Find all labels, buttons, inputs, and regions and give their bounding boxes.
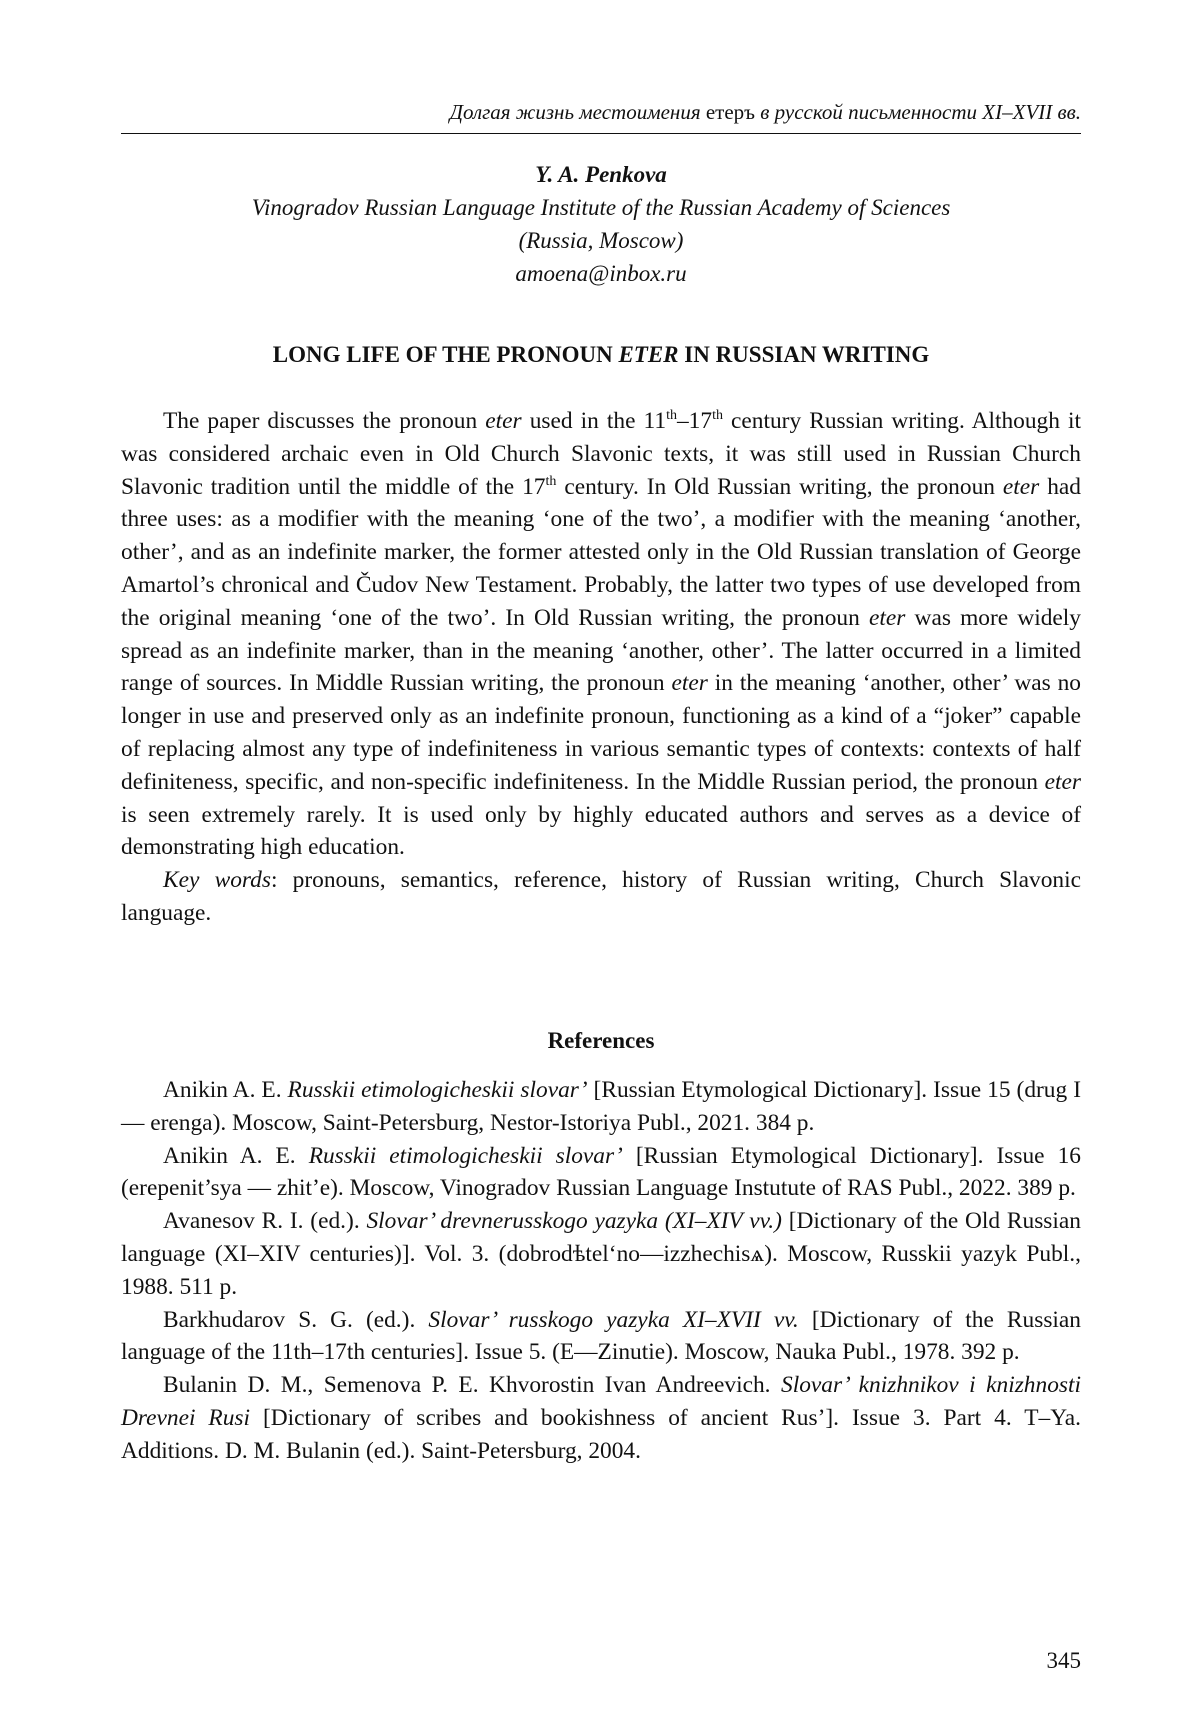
abstract-text: used in the 11 — [529, 408, 667, 434]
running-head-word: етеръ — [705, 100, 756, 124]
references-heading: References — [547, 1028, 655, 1053]
author-email[interactable]: amoena@inbox.ru — [515, 261, 687, 286]
reference-item — [121, 1074, 1081, 1140]
reference-details: [Dictionary of scribes and bookishness of ancient Rus’]. Issue 3. Part 4. T–Ya. Additions. D. M. Bulanin (ed.). Saint-Petersburg, 2004. — [121, 1404, 1081, 1464]
reference-item — [121, 1304, 1081, 1370]
abstract-term: eter — [671, 670, 708, 697]
reference-details: [Dictionary of the Russian language of the 11th–17th centuries]. Issue 5. (E—Zinutie). Moscow, Nauka Publ., 1978. 392 p. — [121, 1306, 1081, 1366]
reference-title: Russkii etimologicheskii slovar’ — [308, 1142, 623, 1169]
keywords — [121, 864, 1081, 930]
superscript: th — [666, 408, 677, 424]
reference-details: [Russian Etymological Dictionary]. Issue 15 (drug I — erenga). Moscow, Saint-Petersburg, Nestor-Istoriya Publ., 2021. 384 p. — [121, 1077, 1081, 1136]
reference-title: Slovar’ drevnerusskogo yazyka (XI–XIV vv.) — [366, 1208, 782, 1235]
reference-author: Anikin A. E. — [163, 1142, 296, 1169]
abstract-paragraph — [121, 405, 1081, 864]
reference-author: Bulanin D. M., Semenova P. E. Khvorostin Ivan Andreevich. — [163, 1372, 771, 1399]
abstract — [121, 405, 1081, 930]
abstract-text: was more widely spread as an indefinite marker, than in the meaning ‘another, other’. The latter occurred in a limited range of sources. In Middle Russian writing, the pronoun — [121, 604, 1081, 697]
running-head — [450, 100, 1081, 125]
title-pre: LONG LIFE OF THE PRONOUN — [272, 342, 613, 367]
abstract-term: eter — [1044, 768, 1081, 795]
header-rule — [121, 133, 1081, 134]
abstract-text: in the meaning ‘another, other’ was no longer in use and preserved only as an indefinite pronoun, functioning as a kind of a “joker” capable of replacing almost any type of indefiniteness in various semantic types of contexts: contexts of half definiteness, specific, and non-specific indefiniteness. In the Middle Russian period, the pronoun — [121, 670, 1081, 795]
abstract-text: had three uses: as a modifier with the meaning ‘one of the two’, a modifier with the meaning ‘another, other’, and as an indefinite marker, the former attested only in the Old Russian translation of George Amartol’s chronical and Čudov New Testament. Probably, the latter two types of use developed from the original meaning ‘one of the two’. In Old Russian writing, the pronoun — [121, 473, 1081, 631]
reference-details: [Russian Etymological Dictionary]. Issue 16 (erepenit’sya — zhit’e). Moscow, Vinogradov Russian Language Instutute of RAS Publ., 2022. 389 p. — [121, 1142, 1081, 1202]
keywords-label: Key words — [163, 867, 271, 894]
title-post: IN RUSSIAN WRITING — [684, 342, 930, 367]
paper-title — [121, 342, 1081, 368]
abstract-text: century. In Old Russian writing, the pronoun — [564, 473, 995, 500]
reference-title: Russkii etimologicheskii slovar’ — [287, 1077, 588, 1103]
running-head-part3: в русской письменности XI–XVII вв. — [760, 100, 1081, 124]
reference-title: Slovar’ knizhnikov i knizhnosti Drevnei Rusi — [121, 1372, 1081, 1431]
superscript: th — [712, 408, 723, 424]
abstract-text: century Russian writing. Although it was considered archaic even in Old Church Slavonic texts, it was still used in Russian Church Slavonic tradition until the middle of the 17 — [121, 408, 1081, 500]
reference-item — [121, 1369, 1081, 1467]
reference-item — [121, 1140, 1081, 1206]
reference-details: [Dictionary of the Old Russian language (XI–XIV centuries)]. Vol. 3. (dobrodѣtel‘no—izzhechisѧ). Moscow, Russkii yazyk Publ., 1988. 511 p. — [121, 1208, 1081, 1300]
title-em: ETER — [618, 342, 679, 367]
author-block — [121, 158, 1081, 290]
reference-author: Anikin A. E. — [163, 1077, 282, 1103]
abstract-text: –17 — [676, 408, 713, 434]
superscript: th — [545, 473, 557, 489]
references-list — [121, 1074, 1081, 1468]
abstract-text: The paper discusses the pronoun — [163, 408, 478, 434]
abstract-term: eter — [1002, 473, 1040, 500]
reference-title: Slovar’ russkogo yazyka XI–XVII vv. — [428, 1306, 799, 1333]
reference-item — [121, 1205, 1081, 1303]
author-affiliation: Vinogradov Russian Language Institute of the Russian Academy of Sciences — [251, 195, 951, 220]
author-name: Y. A. Penkova — [535, 162, 667, 187]
reference-author: Avanesov R. I. (ed.). — [163, 1208, 360, 1235]
abstract-term: eter — [869, 604, 906, 631]
abstract-text: is seen extremely rarely. It is used only by highly educated authors and serves as a device of demonstrating high education. — [121, 801, 1081, 861]
keywords-text: : pronouns, semantics, reference, history of Russian writing, Church Slavonic language. — [121, 867, 1081, 926]
page-number: 345 — [1046, 1648, 1081, 1673]
abstract-term: eter — [485, 408, 522, 434]
author-location: (Russia, Moscow) — [518, 228, 684, 253]
running-head-part1: Долгая жизнь местоимения — [449, 100, 701, 124]
reference-author: Barkhudarov S. G. (ed.). — [163, 1306, 416, 1333]
